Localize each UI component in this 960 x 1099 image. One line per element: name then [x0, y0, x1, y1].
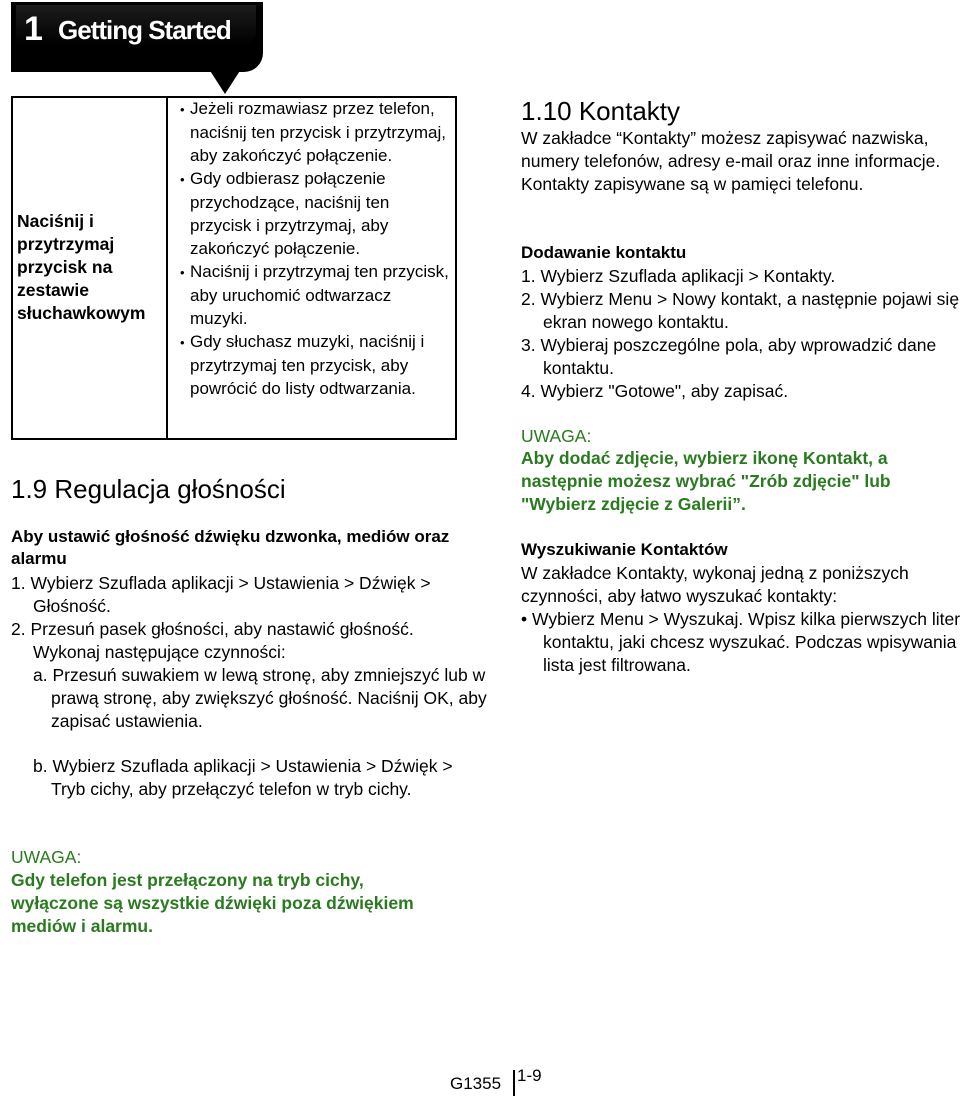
volume-step-a: a. Przesuń suwakiem w lewą stronę, aby zmniejszyć lub w prawą stronę, aby zwiększyć głośność. Naciśnij OK, aby zapisać ustawienia. — [33, 665, 487, 731]
add-contact-step: 4. Wybierz "Gotowe", aby zapisać. — [521, 381, 789, 401]
volume-step-2: 2. Przesuń pasek głośności, aby nastawić głośność. Wykonaj następujące czynności: — [11, 619, 414, 662]
contacts-intro: W zakładce “Kontakty” możesz zapisywać nazwiska, numery telefonów, adresy e-mail oraz inne informacje. Kontakty zapisywane są w pamięci telefonu. — [521, 128, 941, 194]
add-contact-step: 2. Wybierz Menu > Nowy kontakt, a następnie pojawi się ekran nowego kontaktu. — [521, 289, 960, 332]
chapter-title: Getting Started — [58, 15, 231, 45]
footer-model: G1355 — [450, 1074, 502, 1093]
volume-section-title: 1.9 Regulacja głośności — [11, 474, 286, 504]
list-item — [172, 167, 452, 260]
search-contacts-intro: W zakładce Kontakty, wykonaj jedną z poniższych czynności, aby łatwo wyszukać kontakty: — [521, 563, 909, 606]
volume-subtitle: Aby ustawić głośność dźwięku dzwonka, mediów oraz alarmu — [11, 527, 450, 568]
list-item-text: Gdy odbierasz połączenie przychodzące, naciśnij ten przycisk i przytrzymaj, aby zakończyć połączenie. — [190, 169, 390, 258]
add-contact-step: 1. Wybierz Szuflada aplikacji > Kontakty. — [521, 266, 836, 286]
chapter-tab — [12, 3, 262, 71]
chapter-tab-pointer — [207, 66, 243, 94]
volume-note-title: UWAGA: — [11, 847, 82, 867]
footer-page-number: 1-9 — [517, 1066, 542, 1085]
contacts-note-title: UWAGA: — [521, 426, 592, 446]
chapter-number: 1 — [24, 10, 43, 48]
volume-step-1: 1. Wybierz Szuflada aplikacji > Ustawienia > Dźwięk > Głośność. — [11, 573, 431, 616]
volume-note-text: Gdy telefon jest przełączony na tryb cichy, wyłączone są wszystkie dźwięki poza dźwiękiem mediów i alarmu. — [11, 870, 414, 936]
volume-step-b: b. Wybierz Szuflada aplikacji > Ustawienia > Dźwięk > Tryb cichy, aby przełączyć telefon w tryb cichy. — [33, 756, 453, 799]
footer-divider — [513, 1070, 515, 1096]
search-contacts-item: • Wybierz Menu > Wyszukaj. Wpisz kilka pierwszych liter kontaktu, jaki chcesz wyszukać. Podczas wpisywania lista jest filtrowana. — [521, 609, 960, 675]
add-contact-heading: Dodawanie kontaktu — [521, 243, 687, 262]
headset-table-label: Naciśnij i przytrzymaj przycisk na zestawie słuchawkowym — [17, 211, 146, 323]
list-item — [172, 97, 452, 167]
add-contact-step: 3. Wybieraj poszczególne pola, aby wprowadzić dane kontaktu. — [521, 335, 937, 378]
list-item-text: Jeżeli rozmawiasz przez telefon, naciśnij ten przycisk i przytrzymaj, aby zakończyć połączenie. — [190, 99, 447, 165]
list-item-text: Gdy słuchasz muzyki, naciśnij i przytrzymaj ten przycisk, aby powrócić do listy odtwarzania. — [190, 332, 425, 398]
contacts-section-title: 1.10 Kontakty — [521, 96, 680, 126]
list-item — [172, 330, 452, 400]
list-item-text: Naciśnij i przytrzymaj ten przycisk, aby uruchomić odtwarzacz muzyki. — [190, 262, 449, 328]
list-item — [172, 260, 452, 330]
search-contacts-heading: Wyszukiwanie Kontaktów — [521, 540, 728, 559]
headset-table-items — [172, 97, 452, 400]
contacts-note-text: Aby dodać zdjęcie, wybierz ikonę Kontakt, a następnie możesz wybrać "Zrób zdjęcie" lub "Wybierz zdjęcie z Galerii”. — [521, 448, 891, 514]
